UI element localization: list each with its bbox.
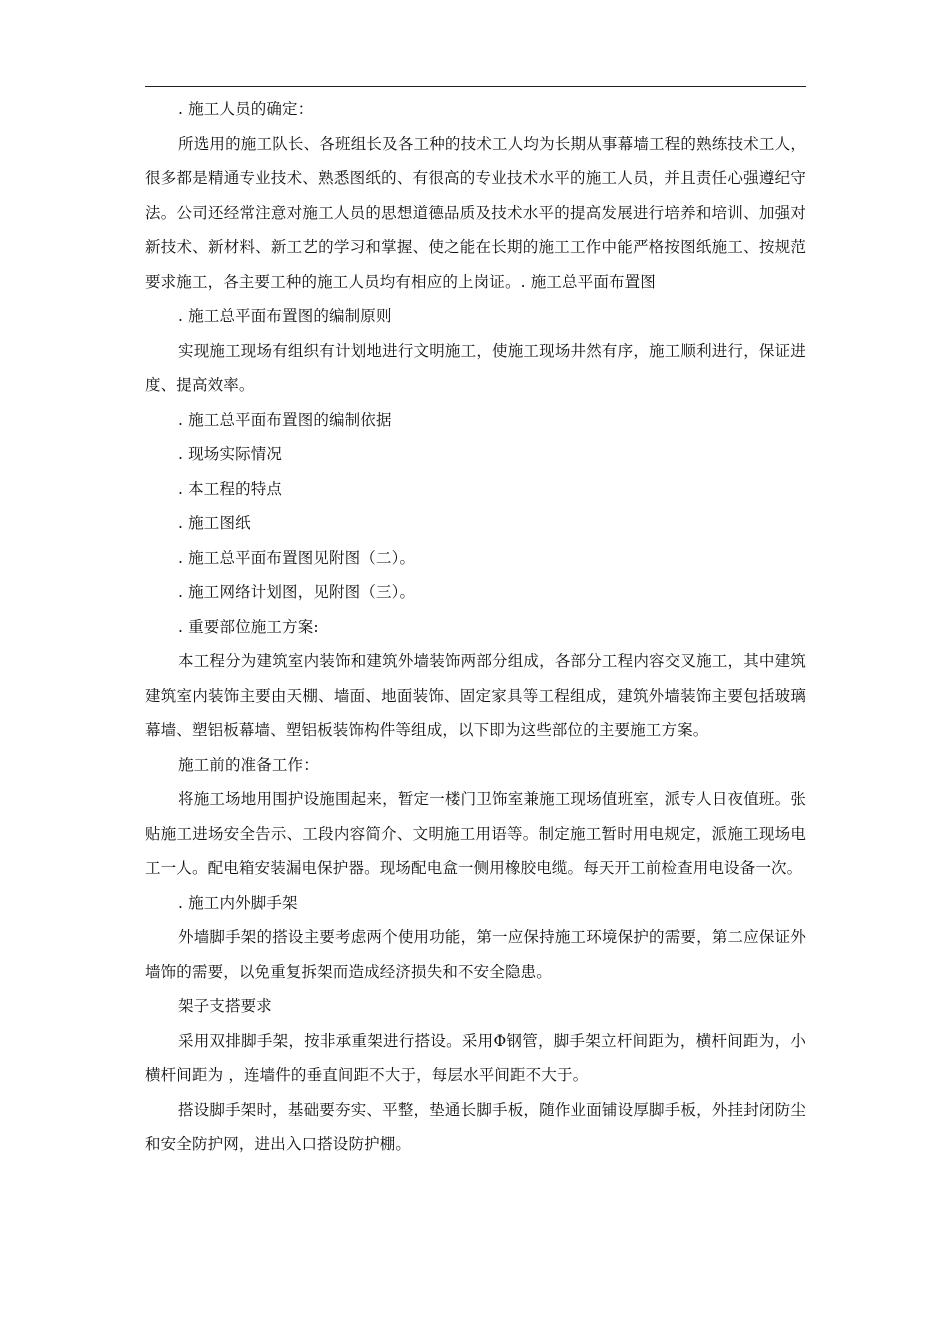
list-item-project-features: . 本工程的特点 (178, 479, 283, 498)
paragraph-preparation: 将施工场地用围护设施围起来，暂定一楼门卫饰室兼施工现场值班室，派专人日夜值班。张贴施工进场安全告示、工段内容简介、文明施工用语等。制定施工暂时用电规定，派施工现场电工一人。配电箱安装漏电保护器。现场配电盒一侧用橡胶电缆。每天开工前检查用电设备一次。 (145, 790, 806, 877)
paragraph-personnel: 所选用的施工队长、各班组长及各工种的技术工人均为长期从事幕墙工程的熟练技术工人，很多都是精通专业技术、熟悉图纸的、有很高的专业技术水平的施工人员，并且责任心强遵纪守法。公司还经常注意对施工人员的思想道德品质及技术水平的提高发展进行培养和培训、加强对新技术、新材料、新工艺的学习和掌握、使之能在长期的施工工作中能严格按图纸施工、按规范要求施工，各主要工种的施工人员均有相应的上岗证。. 施工总平面布置图 (145, 134, 806, 291)
paragraph-scaffolding: 外墙脚手架的搭设主要考虑两个使用功能，第一应保持施工环境保护的需要，第二应保证外墙饰的需要，以免重复拆架而造成经济损失和不安全隐患。 (145, 928, 806, 981)
paragraph-scaffold-spec: 采用双排脚手架，按非承重架进行搭设。采用Φ钢管，脚手架立杆间距为，横杆间距为，小横杆间距为 ，连墙件的垂直间距不大于，每层水平间距不大于。 (145, 1031, 806, 1084)
list-item-network-appendix: . 施工网络计划图，见附图（三）。 (178, 583, 416, 601)
header-rule (145, 86, 806, 87)
heading-layout-basis: . 施工总平面布置图的编制依据 (178, 410, 392, 429)
document-body (145, 92, 806, 1162)
heading-scaffold-requirements: 架子支搭要求 (178, 997, 272, 1015)
heading-scaffolding: . 施工内外脚手架 (178, 893, 298, 912)
paragraph-layout-principles: 实现施工现场有组织有计划地进行文明施工，使施工现场井然有序，施工顺利进行，保证进度、提高效率。 (145, 341, 806, 394)
heading-preparation: 施工前的准备工作： (178, 755, 319, 774)
list-item-drawings: . 施工图纸 (178, 514, 251, 532)
paragraph-scaffold-erection: 搭设脚手架时，基础要夯实、平整，垫通长脚手板，随作业面铺设厚脚手板，外挂封闭防尘和安全防护网，进出入口搭设防护棚。 (145, 1100, 806, 1153)
heading-personnel: . 施工人员的确定： (178, 100, 314, 118)
paragraph-key-parts: 本工程分为建筑室内装饰和建筑外墙装饰两部分组成，各部分工程内容交叉施工，其中建筑建筑室内装饰主要由天棚、墙面、地面装饰、固定家具等工程组成，建筑外墙装饰主要包括玻璃幕墙、塑铝板幕墙、塑铝板装饰构件等组成，以下即为这些部位的主要施工方案。 (145, 652, 806, 739)
heading-layout-principles: . 施工总平面布置图的编制原则 (178, 307, 392, 325)
list-item-layout-appendix: . 施工总平面布置图见附图（二）。 (178, 548, 416, 567)
list-item-site-conditions: . 现场实际情况 (178, 445, 283, 463)
heading-key-parts: . 重要部位施工方案: (178, 617, 319, 636)
